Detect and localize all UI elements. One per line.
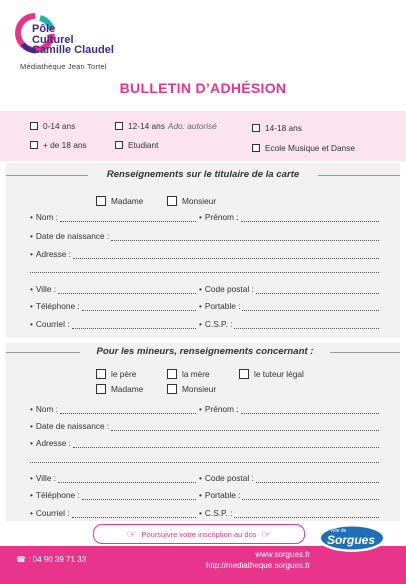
holder-telephone-field[interactable]: • Téléphone : (30, 301, 196, 311)
category-14-18[interactable]: 14-18 ans (252, 123, 302, 133)
holder-madame-option[interactable]: Madame (96, 196, 143, 206)
minors-pere-option[interactable]: le père (96, 369, 136, 379)
checkbox[interactable] (252, 124, 260, 132)
checkbox[interactable] (30, 141, 38, 149)
hand-pointer-icon: ☞ (261, 528, 272, 541)
checkbox[interactable] (252, 144, 260, 152)
website-link[interactable]: www.sorgues.fr (255, 550, 310, 559)
input-line[interactable] (72, 322, 196, 329)
sorgues-text: Sorgues (327, 533, 376, 547)
minors-prenom-field[interactable]: • Prénom : (199, 404, 379, 414)
input-line[interactable] (242, 493, 379, 500)
input-line[interactable] (58, 476, 196, 483)
category-0-14[interactable]: 0-14 ans (30, 121, 75, 131)
input-line[interactable] (111, 424, 379, 431)
input-line[interactable] (60, 407, 196, 414)
category-12-14[interactable]: 12-14 ans Ado. autorisé (115, 121, 217, 131)
category-18-plus[interactable]: + de 18 ans (30, 140, 87, 150)
holder-code-postal-field[interactable]: • Code postal : (199, 284, 379, 294)
input-line[interactable] (234, 511, 379, 518)
divider (6, 175, 88, 176)
holder-section-title: Renseignements sur le titulaire de la carte (106, 169, 300, 180)
input-line[interactable] (58, 287, 196, 294)
checkbox[interactable] (167, 384, 177, 394)
checkbox[interactable] (96, 384, 106, 394)
checkbox[interactable] (30, 122, 38, 130)
input-line[interactable] (82, 493, 196, 500)
phone-icon: ☎ : (16, 555, 33, 564)
holder-monsieur-option[interactable]: Monsieur (167, 196, 216, 206)
holder-adresse-field[interactable]: • Adresse : (30, 249, 379, 259)
minors-monsieur-option[interactable]: Monsieur (167, 384, 216, 394)
minors-madame-option[interactable]: Madame (96, 384, 143, 394)
minors-tuteur-option[interactable]: le tuteur légal (239, 369, 304, 379)
minors-mere-option[interactable]: la mère (167, 369, 210, 379)
minors-courriel-field[interactable]: • Courriel : (30, 508, 196, 518)
category-student[interactable]: Etudiant (115, 140, 158, 150)
holder-prenom-field[interactable]: • Prénom : (199, 212, 379, 222)
holder-nom-field[interactable]: • Nom : (30, 212, 196, 222)
minors-csp-field[interactable]: • C.S.P. : (199, 508, 379, 518)
holder-adresse-line-2[interactable] (30, 266, 379, 273)
checkbox[interactable] (239, 369, 249, 379)
input-line[interactable] (256, 476, 379, 483)
checkbox[interactable] (96, 369, 106, 379)
sorgues-logo-icon (316, 521, 388, 553)
checkbox[interactable] (115, 122, 123, 130)
checkbox[interactable] (115, 141, 123, 149)
divider (318, 175, 400, 176)
minors-section-title: Pour les mineurs, renseignements concernant : (96, 346, 314, 357)
logo-line-2: Culturel (32, 33, 74, 46)
divider (330, 352, 400, 353)
input-line[interactable] (111, 234, 379, 241)
sorgues-small-text: Ville de (330, 528, 347, 534)
input-line[interactable] (256, 287, 379, 294)
input-line[interactable] (73, 441, 379, 448)
holder-courriel-field[interactable]: • Courriel : (30, 319, 196, 329)
logo-line-3: Camille Claudel (32, 44, 114, 56)
checkbox[interactable] (167, 196, 177, 206)
minors-nom-field[interactable]: • Nom : (30, 404, 196, 414)
input-line[interactable] (242, 304, 379, 311)
logo-line-1: Pôle (32, 23, 56, 35)
input-line[interactable] (30, 456, 379, 463)
minors-portable-field[interactable]: • Portable : (199, 490, 379, 500)
minors-telephone-field[interactable]: • Téléphone : (30, 490, 196, 500)
continue-on-back-banner: ☞ Poursuivre votre inscription au dos ☞ (93, 524, 305, 544)
logo-wordmark (32, 24, 114, 56)
input-line[interactable] (241, 407, 379, 414)
minors-date-naissance-field[interactable]: • Date de naissance : (30, 421, 379, 431)
minors-adresse-line-2[interactable] (30, 456, 379, 463)
minors-ville-field[interactable]: • Ville : (30, 473, 196, 483)
minors-code-postal-field[interactable]: • Code postal : (199, 473, 379, 483)
minors-adresse-field[interactable]: • Adresse : (30, 438, 379, 448)
input-line[interactable] (241, 215, 379, 222)
checkbox[interactable] (96, 196, 106, 206)
mediatheque-link[interactable]: http://mediatheque.sorgues.fr (205, 561, 310, 570)
input-line[interactable] (72, 511, 196, 518)
holder-date-naissance-field[interactable]: • Date de naissance : (30, 231, 379, 241)
footer-links (206, 549, 310, 571)
input-line[interactable] (30, 266, 379, 273)
holder-csp-field[interactable]: • C.S.P. : (199, 319, 379, 329)
holder-portable-field[interactable]: • Portable : (199, 301, 379, 311)
category-music-dance[interactable]: Ecole Musique et Danse (252, 143, 355, 153)
logo-subtitle: Médiathèque Jean Tortel (20, 62, 107, 71)
footer-phone: ☎ : 04 90 39 71 33 (16, 555, 87, 564)
page-title: BULLETIN D’ADHÉSION (119, 80, 287, 96)
hand-pointer-icon: ☞ (126, 528, 137, 541)
input-line[interactable] (60, 215, 196, 222)
input-line[interactable] (234, 322, 379, 329)
checkbox[interactable] (167, 369, 177, 379)
input-line[interactable] (82, 304, 196, 311)
category-band (0, 111, 406, 161)
holder-ville-field[interactable]: • Ville : (30, 284, 196, 294)
divider (6, 352, 80, 353)
input-line[interactable] (73, 252, 379, 259)
